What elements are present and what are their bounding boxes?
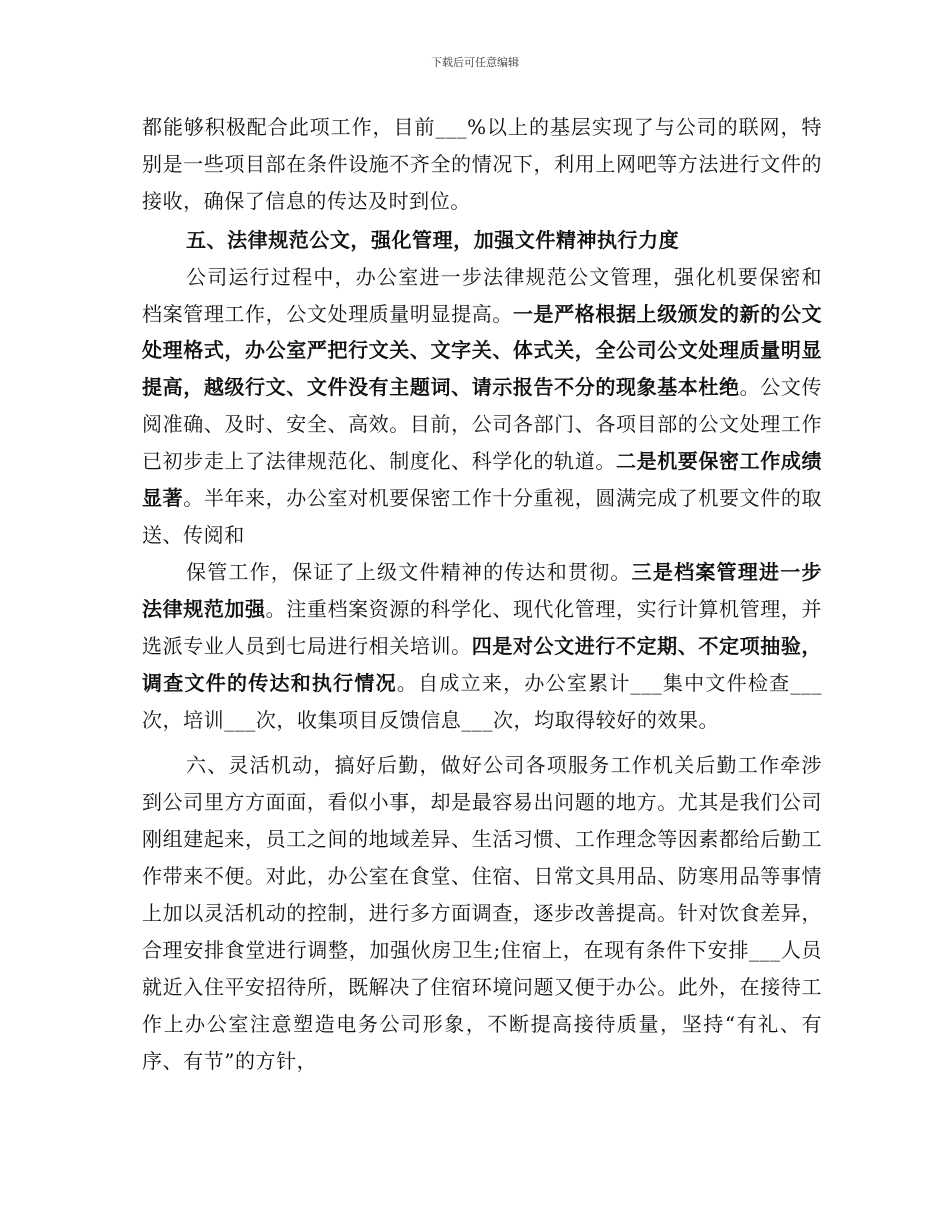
- text-segment: 。自成立来，办公室累计___集中文件检查___次，培训___次，收集项目反馈信息___次，均取得较好的效果。: [142, 670, 822, 732]
- text-segment: 公司运行过程中，办公室进一步法律规范公文管理，强化机要保密和档案管理工作，公文处理质量明显提高。: [142, 264, 822, 326]
- page-header-watermark: 下载后可任意编辑: [431, 56, 519, 69]
- paragraph-archive-management: [142, 554, 822, 739]
- text-segment: 保管工作，保证了上级文件精神的传达和贯彻。: [186, 559, 632, 584]
- section-heading-5: 五、法律规范公文，强化管理，加强文件精神执行力度: [186, 227, 680, 252]
- paragraph-logistics: 六、灵活机动，搞好后勤，做好公司各项服务工作机关后勤工作牵涉到公司里方方面面，看似小事，却是最容易出问题的地方。尤其是我们公司刚组建起来，员工之间的地域差异、生活习惯、工作理念等因素都给后勤工作带来不便。对此，办公室在食堂、住宿、日常文具用品、防寒用品等事情上加以灵活机动的控制，进行多方面调查，逐步改善提高。针对饮食差异，合理安排食堂进行调整，加强伙房卫生;住宿上，在现有条件下安排___人员就近入住平安招待所，既解决了住宿环境问题又便于办公。此外，在接待工作上办公室注意塑造电务公司形象，不断提高接待质量，坚持“有礼、有序、有节”的方针，: [142, 753, 822, 1073]
- text-segment: 。公文传阅准确、及时、安全、高效。目前，公司各部门、各项目部的公文处理工作已初步走上了法律规范化、制度化、科学化的轨道。: [142, 375, 822, 474]
- document-body: [142, 109, 822, 1080]
- bold-point-four: 四是对公文进行不定期、不定项抽验，调查文件的传达和执行情况: [142, 633, 822, 695]
- paragraph-document-management: [142, 259, 822, 554]
- text-segment: 。半年来，办公室对机要保密工作十分重视，圆满完成了机要文件的取送、传阅和: [142, 486, 822, 547]
- text-segment: 。注重档案资源的科学化、现代化管理，实行计算机管理，并选派专业人员到七局进行相关培训。: [142, 596, 822, 658]
- paragraph-network: 都能够积极配合此项工作，目前___%以上的基层实现了与公司的联网，特别是一些项目部在条件设施不齐全的情况下，利用上网吧等方法进行文件的接收，确保了信息的传达及时到位。: [142, 115, 822, 213]
- bold-point-two: 二是机要保密工作成绩显著: [142, 449, 823, 511]
- bold-point-three: 三是档案管理进一步法律规范加强: [142, 559, 822, 621]
- bold-point-one: 一是严格根据上级颁发的新的公文处理格式，办公室严把行文关、文字关、体式关，全公司公文处理质量明显提高，越级行文、文件没有主题词、请示报告不分的现象基本杜绝: [142, 301, 822, 400]
